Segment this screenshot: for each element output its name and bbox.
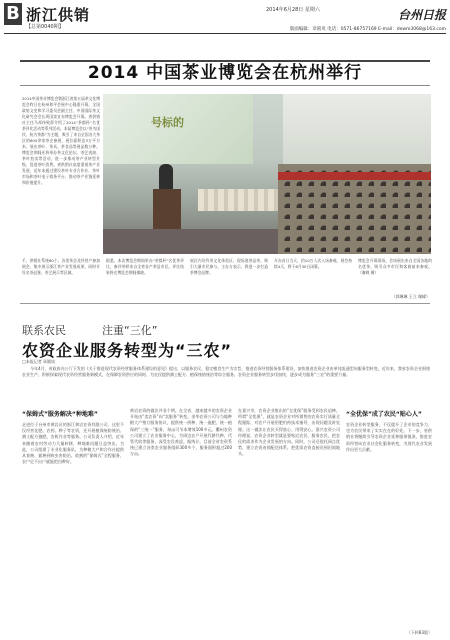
- col-3-text: 在嘉兴市，农资企业推出的“全优保”服务受到农民追捧。所谓“全优保”，就是农资企业对所销售的农资实行质量全程跟踪，对农户开展用肥用药技术指导，出现问题及时处理。这一做法让农民买得放心、用得安心。嘉兴农资公司经理说，农资企业转型就是要贴近农民、服务农民，把农民的需求作为企业发展的方向。同时，公司还依托网点优势，建立农资连锁配送体系，把优质农资直接送到田间地头。: [238, 408, 340, 457]
- lead-headline: 2014 中国茶业博览会在杭州举行: [87, 63, 363, 83]
- article2-byline: □本报记者 章圆岚: [22, 359, 56, 364]
- photo-stage: [103, 229, 278, 254]
- editor-info: 版面编辑：章圆岚 电话：0571-86757169 E-mail：dewm3068@163.com: [289, 27, 446, 32]
- lead-col-a: 千，供销社系统60个，各类茶企及经营户参加展会，集中展示浙江茶产业发展成果，同时开设名茶品鉴、茶艺展示等区域。: [22, 258, 100, 275]
- lead-body: 2014中国茶业博览会暨浙江省第五届茶文化博览会昨日在杭州和平会展中心隆重开幕。全国政协文史和学习委员会副主任、中国国际茶文化研究会会长周国富宣布博览会开幕。省供销社主任马邦伟致辞介绍了2014“茶都杯”名优茶评比活动等系列活动。本届博览会以“茶为国饮、杭为茶都”为主题，吸引了来自全国各大茶区的600余家茶企参展，展位面积达3万平方米，展出茶叶、茶具、茶食品等展品数万种。博览会期间还将举办茶文化论坛、茶艺表演、茶叶拍卖等活动，进一步推动茶产业转型升级，促进茶叶消费。省供销社高度重视茶产业发展，近年来通过建设茶叶专业合作社、茶叶市场和茶叶电子商务平台，推动茶产业链延伸和价值提升。: [22, 96, 100, 185]
- article2-col-3: [238, 408, 340, 636]
- section-letter: B: [4, 3, 22, 25]
- masthead-rule: [4, 33, 446, 34]
- article2-intro: 今年4月，省政府办公厅下发的《关于推进现代农资经营服务体系建设的意见》提出，以服务农民、稳定粮食生产为宗旨，推进农资经营服务体系建设，加快推进农资企业由单纯流通型向服务型转变。近年来，我省农资企业围绕农业生产，积极探索现代农资经营服务新模式，在保障农资供应的同时，为农民提供测土配方、植保统防统治等综合服务，农资企业服务转型步伐加快，逐步成为服务“三农”的重要力量。: [22, 366, 430, 378]
- subhead-1: “保姆式”服务解决“种地难”: [22, 411, 98, 418]
- lead-headline-box: [20, 60, 430, 86]
- lead-col-d: 开办首日当天，约10万人次入场参观。展会持续4天，将于6月30日闭幕。: [274, 258, 352, 269]
- photo-red-table: [278, 172, 431, 180]
- paper-name-logo: 台州日报: [397, 8, 446, 22]
- lead-col-c: 展区内设有茶文化体验区，现场泡茶品茶，吸引大量市民参与。主办方表示，将进一步打造茶博会品牌。: [190, 258, 268, 275]
- photo-hall-ceiling: [283, 94, 431, 174]
- continued-note: （下转B3版）: [406, 630, 432, 635]
- issue-number: 【总第0040期】: [26, 24, 64, 30]
- lead-photo: [103, 94, 431, 254]
- section-title: 浙江供销: [26, 6, 91, 24]
- col-1-text: 走进位于台州市黄岩区的浙江黄岩农资有限公司，这里不仅经营化肥、农药、种子等农资，还开展植保统防统治、测土配方施肥、农机作业等服务。公司负责人介绍，近年来随着农村劳动力大量转移，种地难问题日益突出。为此，公司组建了专业化服务队，为种粮大户和合作社提供从育秧、插秧到病虫害防治、收割的“保姆式”全程服务，农户足不出户就能把田种好。: [22, 422, 124, 465]
- article2-col-1: [22, 408, 124, 636]
- lead-continuation: [22, 258, 432, 294]
- article2-headline: 农资企业服务转型为“三农”: [22, 341, 233, 360]
- photo-guests: [198, 189, 278, 211]
- photo-banner-text: 号标的: [151, 116, 184, 129]
- lead-byline: （郭琳琳 王立 谢嵘）: [391, 294, 430, 299]
- kicker-left: 联系农民: [22, 324, 66, 337]
- photo-caption: 博览会开幕现场。会场展出来自全国各地的名优茶，吸引众多市民和客商前来参观。（谢嵘 摄）: [358, 258, 432, 275]
- subhead-2: “全优保”成了农民“贴心人”: [346, 411, 422, 418]
- publication-date: 2014年6月28日 星期六: [266, 7, 320, 13]
- photo-podium: [153, 189, 181, 234]
- section-divider: [20, 303, 430, 304]
- article2-col-2: 黄岩农资的做法并非个例。在全省，越来越多的农资企业开始由“卖农资”向“卖服务”转变。金华农资公司与当地种粮大户签订服务协议，提供统一供种、统一施肥、统一植保的“三统一”服务，每亩可节本增效100多元。衢州农资公司建立了农业服务中心，为周边农户开展代耕代种、代管代收等服务，深受农民欢迎。据统计，目前全省农资系统已建立各类农业服务组织300多个，服务面积超过200万亩。: [130, 408, 232, 457]
- photo-banner: [103, 94, 253, 164]
- kicker-right: 注重“三化”: [102, 324, 158, 337]
- lead-col-b: 据悉，本次博览会期间举办“茶都杯”名优茶评比，参评茶样来自全省各产茶县市区。评比结果将在博览会期间揭晓。: [106, 258, 184, 275]
- article2-col-4: [346, 408, 432, 636]
- col-4-text: 农资企业转型服务，不仅提升了企业的竞争力，也为农民带来了实实在在的好处。下一步，省供销社将继续引导农资企业延伸服务链条，推进农资经营向农业社会化服务转变，为现代农业发展作出更大贡献。: [346, 422, 432, 452]
- photo-speaker: [159, 164, 173, 192]
